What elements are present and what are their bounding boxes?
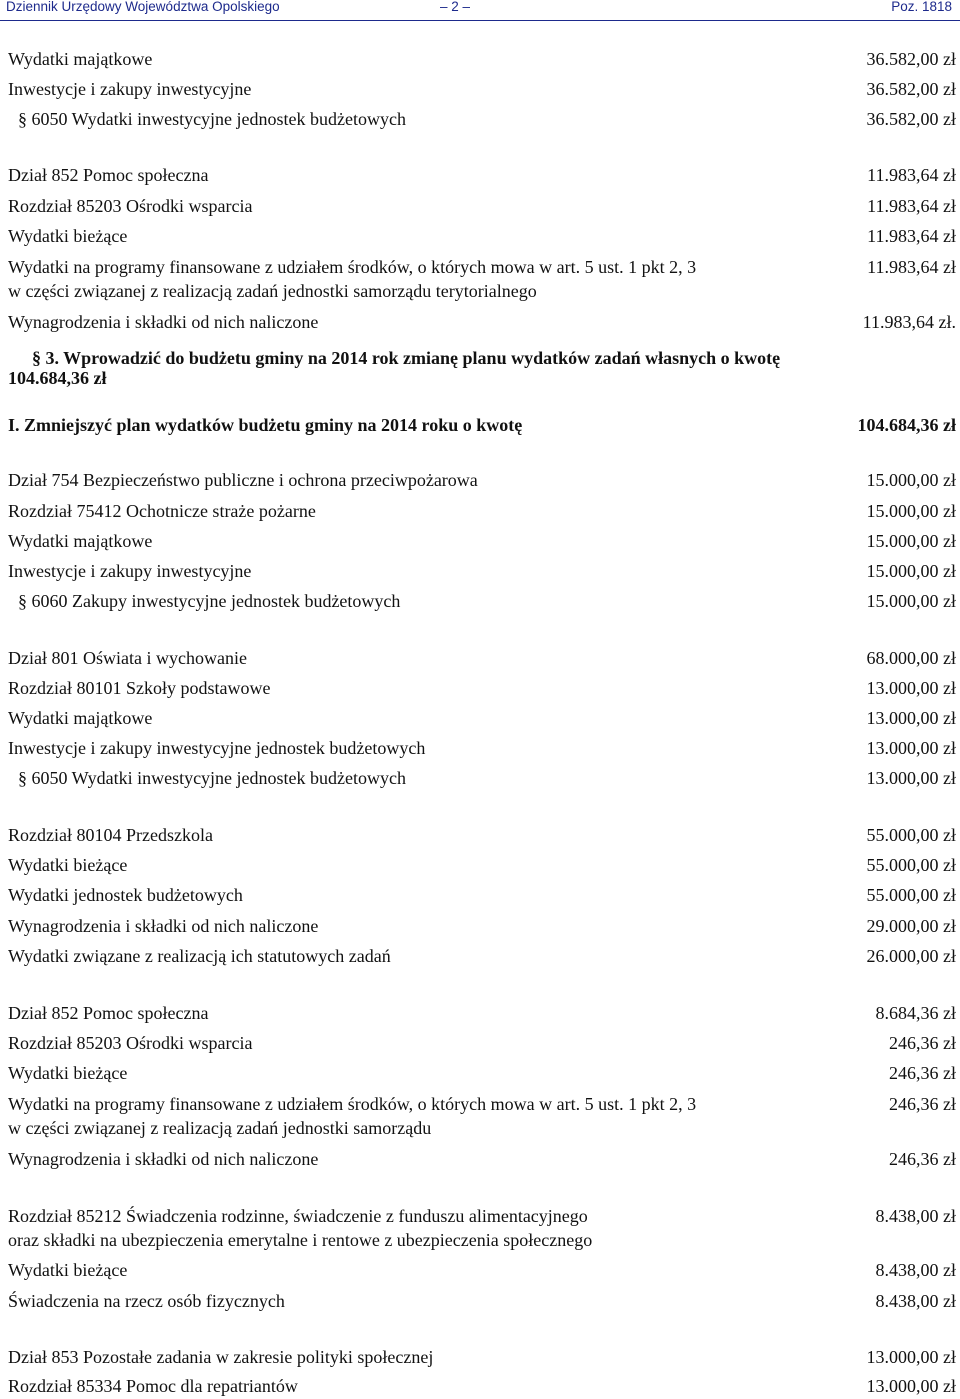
row-label: Wydatki bieżące	[8, 1260, 128, 1280]
budget-row	[8, 767, 956, 789]
budget-row	[8, 737, 956, 759]
row-label: Rozdział 85212 Świadczenia rodzinne, świadczenie z funduszu alimentacyjnego	[8, 1206, 588, 1226]
budget-row	[8, 164, 956, 186]
row-label: Dział 853 Pozostałe zadania w zakresie polityki społecznej	[8, 1347, 434, 1367]
row-label: § 6060 Zakupy inwestycyjne jednostek budżetowych	[18, 591, 401, 611]
row-label: Wydatki związane z realizacją ich statutowych zadań	[8, 946, 391, 966]
row-amount: 29.000,00 zł	[866, 916, 956, 936]
budget-row	[8, 560, 956, 582]
budget-row	[8, 225, 956, 247]
row-label: Dział 754 Bezpieczeństwo publiczne i ochrona przeciwpożarowa	[8, 470, 478, 490]
budget-row	[8, 1259, 956, 1281]
row-amount: 11.983,64 zł	[867, 165, 956, 185]
row-label: Rozdział 85203 Ośrodki wsparcia	[8, 1033, 253, 1053]
reduce-label: I. Zmniejszyć plan wydatków budżetu gminy na 2014 roku o kwotę	[8, 415, 523, 435]
budget-row	[8, 108, 956, 130]
row-amount: 246,36 zł	[889, 1094, 956, 1114]
row-label: Wydatki majątkowe	[8, 49, 153, 69]
section-paragraph	[8, 347, 956, 391]
row-amount: 15.000,00 zł	[866, 470, 956, 490]
budget-row	[8, 590, 956, 612]
row-label: Rozdział 75412 Ochotnicze straże pożarne	[8, 501, 316, 521]
row-amount: 13.000,00 zł	[866, 708, 956, 728]
budget-row	[8, 195, 956, 217]
row-label: Wydatki bieżące	[8, 226, 128, 246]
budget-row	[8, 647, 956, 669]
budget-row	[8, 1290, 956, 1312]
budget-row	[8, 469, 956, 491]
row-label: Świadczenia na rzecz osób fizycznych	[8, 1291, 285, 1311]
budget-row	[8, 78, 956, 100]
row-amount: 8.438,00 zł	[875, 1291, 956, 1311]
row-amount: 15.000,00 zł	[866, 561, 956, 581]
row-amount: 15.000,00 zł	[866, 501, 956, 521]
row-amount: 13.000,00 zł	[866, 738, 956, 758]
row-amount: 11.983,64 zł	[867, 196, 956, 216]
section-text-continued: 104.684,36 zł	[8, 368, 107, 388]
row-label: Dział 852 Pomoc społeczna	[8, 165, 209, 185]
row-amount: 8.684,36 zł	[875, 1003, 956, 1023]
row-label: Wynagrodzenia i składki od nich naliczone	[8, 916, 319, 936]
reduce-amount: 104.684,36 zł	[857, 415, 956, 435]
budget-row	[8, 824, 956, 846]
reduce-heading	[8, 414, 956, 436]
position-number: Poz. 1818	[891, 0, 952, 14]
page-number: – 2 –	[440, 0, 471, 14]
row-amount: 36.582,00 zł	[866, 79, 956, 99]
row-label: Dział 852 Pomoc społeczna	[8, 1003, 209, 1023]
row-label: Wydatki jednostek budżetowych	[8, 885, 243, 905]
row-label: § 6050 Wydatki inwestycyjne jednostek budżetowych	[18, 768, 407, 788]
budget-row	[8, 1062, 956, 1084]
budget-row	[8, 854, 956, 876]
row-label: § 6050 Wydatki inwestycyjne jednostek budżetowych	[18, 109, 407, 129]
budget-row	[8, 1375, 956, 1397]
row-amount: 68.000,00 zł	[866, 648, 956, 668]
row-label: Rozdział 80104 Przedszkola	[8, 825, 213, 845]
row-amount: 11.983,64 zł	[867, 226, 956, 246]
row-label-continued: oraz składki na ubezpieczenia emerytalne i rentowe z ubezpieczenia społecznego	[8, 1230, 593, 1250]
row-amount: 11.983,64 zł.	[862, 312, 956, 332]
budget-row	[8, 1205, 956, 1251]
row-label: Wydatki bieżące	[8, 1063, 128, 1083]
budget-row	[8, 530, 956, 552]
row-label: Wydatki na programy finansowane z udziałem środków, o których mowa w art. 5 ust. 1 pkt 2, 3	[8, 257, 697, 277]
row-label: Wynagrodzenia i składki od nich naliczone	[8, 312, 319, 332]
row-amount: 13.000,00 zł	[866, 1347, 956, 1367]
budget-row	[8, 1346, 956, 1368]
row-amount: 8.438,00 zł	[875, 1206, 956, 1226]
row-label: Wynagrodzenia i składki od nich naliczone	[8, 1149, 319, 1169]
budget-row	[8, 707, 956, 729]
budget-row	[8, 1148, 956, 1170]
budget-row	[8, 884, 956, 906]
row-amount: 36.582,00 zł	[866, 49, 956, 69]
page-header	[0, 0, 960, 21]
row-label: Dział 801 Oświata i wychowanie	[8, 648, 247, 668]
row-label: Wydatki na programy finansowane z udziałem środków, o których mowa w art. 5 ust. 1 pkt 2, 3	[8, 1094, 697, 1114]
row-amount: 8.438,00 zł	[875, 1260, 956, 1280]
row-label: Inwestycje i zakupy inwestycyjne	[8, 79, 252, 99]
row-amount: 15.000,00 zł	[866, 531, 956, 551]
row-amount: 11.983,64 zł	[867, 257, 956, 277]
budget-row	[8, 500, 956, 522]
row-label: Wydatki majątkowe	[8, 531, 153, 551]
row-label: Rozdział 85203 Ośrodki wsparcia	[8, 196, 253, 216]
row-label: Rozdział 85334 Pomoc dla repatriantów	[8, 1376, 298, 1396]
row-label: Inwestycje i zakupy inwestycyjne jednostek budżetowych	[8, 738, 426, 758]
row-amount: 246,36 zł	[889, 1149, 956, 1169]
budget-row	[8, 915, 956, 937]
row-amount: 246,36 zł	[889, 1033, 956, 1053]
budget-row	[8, 1002, 956, 1024]
row-amount: 36.582,00 zł	[866, 109, 956, 129]
row-amount: 13.000,00 zł	[866, 768, 956, 788]
row-amount: 15.000,00 zł	[866, 591, 956, 611]
row-label-continued: w części związanej z realizacją zadań jednostki samorządu terytorialnego	[8, 281, 537, 301]
row-amount: 13.000,00 zł	[866, 1376, 956, 1396]
row-amount: 55.000,00 zł	[866, 885, 956, 905]
budget-row	[8, 1093, 956, 1139]
row-label: Wydatki bieżące	[8, 855, 128, 875]
journal-title: Dziennik Urzędowy Województwa Opolskiego	[6, 0, 280, 14]
budget-row	[8, 945, 956, 967]
section-text: § 3. Wprowadzić do budżetu gminy na 2014 rok zmianę planu wydatków zadań własnych o kwotę	[32, 348, 781, 368]
row-amount: 246,36 zł	[889, 1063, 956, 1083]
budget-row	[8, 48, 956, 70]
row-label: Wydatki majątkowe	[8, 708, 153, 728]
row-label-continued: w części związanej z realizacją zadań jednostki samorządu	[8, 1118, 432, 1138]
row-amount: 55.000,00 zł	[866, 855, 956, 875]
row-label: Rozdział 80101 Szkoły podstawowe	[8, 678, 271, 698]
row-amount: 55.000,00 zł	[866, 825, 956, 845]
row-amount: 26.000,00 zł	[866, 946, 956, 966]
row-amount: 13.000,00 zł	[866, 678, 956, 698]
row-label: Inwestycje i zakupy inwestycyjne	[8, 561, 252, 581]
budget-row	[8, 677, 956, 699]
budget-row	[8, 1032, 956, 1054]
budget-row	[8, 256, 956, 302]
budget-row	[8, 311, 956, 333]
